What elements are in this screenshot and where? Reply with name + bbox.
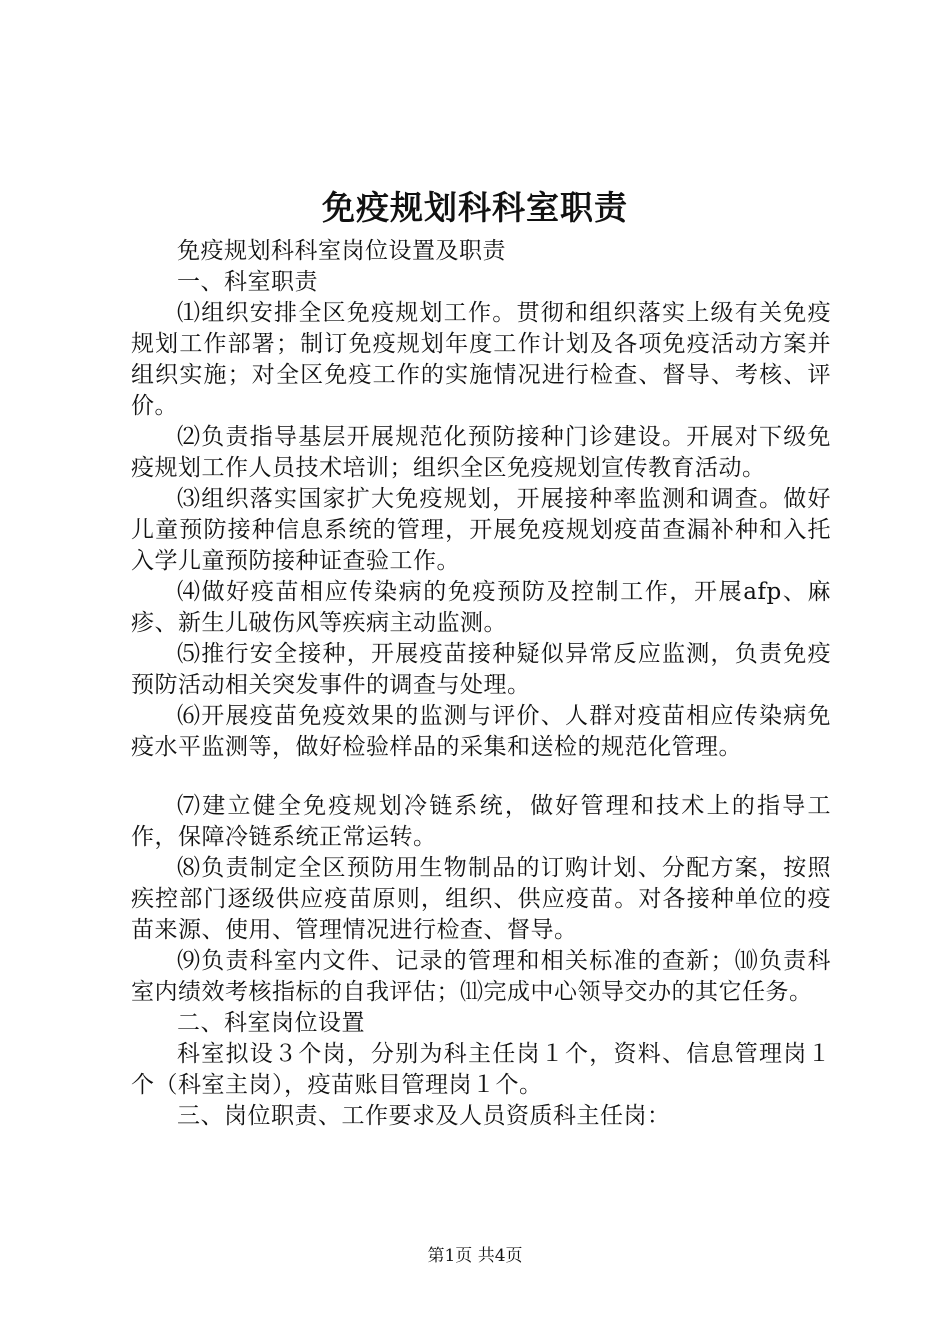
document-title: 免疫规划科科室职责: [322, 188, 628, 227]
section-heading-1: 一、科室职责: [177, 269, 318, 295]
section-heading-3: 三、岗位职责、工作要求及人员资质科主任岗：: [177, 1103, 671, 1129]
paragraph-item-3: ⑶组织落实国家扩大免疫规划，开展接种率监测和调查。做好儿童预防接种信息系统的管理，开展免疫规划疫苗查漏补种和入托入学儿童预防接种证查验工作。: [131, 486, 831, 574]
paragraph-item-8: ⑻负责制定全区预防用生物制品的订购计划、分配方案，按照疾控部门逐级供应疫苗原则，组织、供应疫苗。对各接种单位的疫苗来源、使用、管理情况进行检查、督导。: [131, 855, 831, 943]
paragraph-item-9: ⑼负责科室内文件、记录的管理和相关标准的查新；⑽负责科室内绩效考核指标的自我评估；⑾完成中心领导交办的其它任务。: [131, 948, 831, 1005]
paragraph-item-4: ⑷做好疫苗相应传染病的免疫预防及控制工作，开展afp、麻疹、新生儿破伤风等疾病主动监测。: [131, 579, 831, 636]
paragraph-item-1: ⑴组织安排全区免疫规划工作。贯彻和组织落实上级有关免疫规划工作部署；制订免疫规划年度工作计划及各项免疫活动方案并组织实施；对全区免疫工作的实施情况进行检查、督导、考核、评价。: [131, 300, 831, 419]
paragraph-positions: 科室拟设３个岗，分别为科主任岗１个，资料、信息管理岗１个（科室主岗），疫苗账目管理岗１个。: [131, 1041, 831, 1098]
paragraph-item-6: ⑹开展疫苗免疫效果的监测与评价、人群对疫苗相应传染病免疫水平监测等，做好检验样品的采集和送检的规范化管理。: [131, 703, 831, 760]
document-body: [131, 236, 831, 1132]
paragraph-item-7: ⑺建立健全免疫规划冷链系统，做好管理和技术上的指导工作，保障冷链系统正常运转。: [131, 793, 831, 850]
section-heading-2: 二、科室岗位设置: [177, 1010, 365, 1036]
paragraph-item-5: ⑸推行安全接种，开展疫苗接种疑似异常反应监测，负责免疫预防活动相关突发事件的调查与处理。: [131, 641, 831, 698]
paragraph-item-2: ⑵负责指导基层开展规范化预防接种门诊建设。开展对下级免疫规划工作人员技术培训；组织全区免疫规划宣传教育活动。: [131, 424, 831, 481]
page-number-footer: 第1页 共4页: [427, 1246, 523, 1266]
paragraph-subtitle: 免疫规划科科室岗位设置及职责: [177, 238, 506, 264]
